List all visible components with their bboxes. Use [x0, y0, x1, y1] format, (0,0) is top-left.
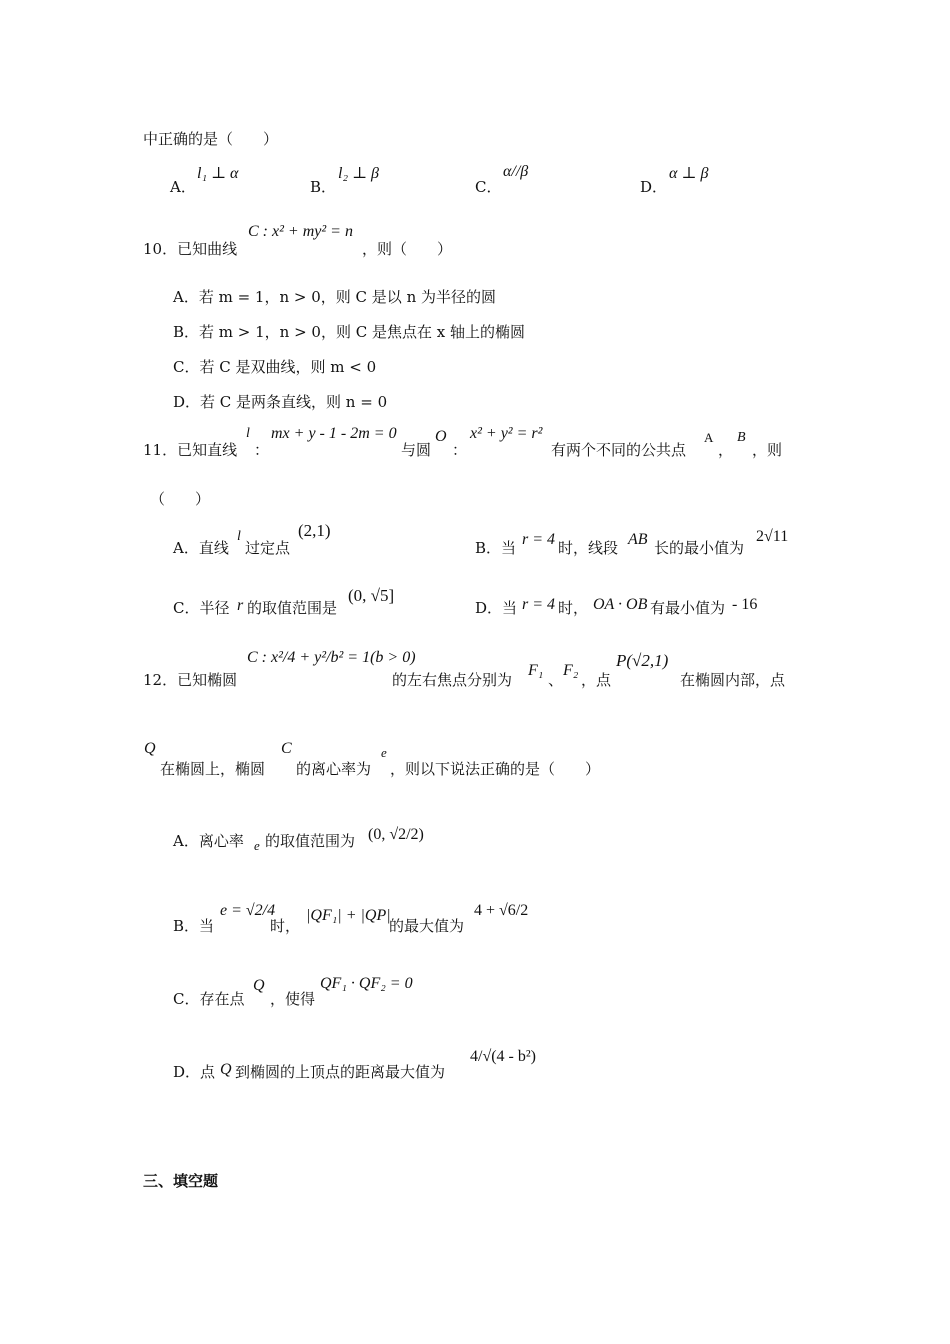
q12-f1: F₁: [528, 662, 544, 679]
q12-option-d-letter: D．点: [173, 1063, 216, 1081]
q12-f2: F₂: [563, 662, 579, 679]
q11-option-b-seg: AB: [628, 531, 648, 548]
q12-c: C: [281, 740, 292, 757]
q12-option-d-value: 4/√(4 - b²): [470, 1048, 537, 1065]
q12-text3: 在椭圆内部，点: [680, 671, 786, 689]
q9-option-c-letter: C．: [475, 178, 502, 196]
q10-curve-equation: C : x² + my² = n: [248, 223, 353, 240]
q11-circle-name: O: [435, 428, 447, 445]
q11-option-a-letter: A．直线: [173, 539, 229, 557]
q12-option-b-value: 4 + √6/2: [474, 902, 529, 919]
q11-option-b-text1: 时，线段: [558, 539, 619, 557]
q12-option-b-expr: |QF₁| + |QP|: [306, 907, 391, 924]
q9-option-d-letter: D．: [640, 178, 668, 196]
q11-option-c-range: (0, √5]: [348, 586, 395, 605]
q11-option-b-text2: 长的最小值为: [654, 539, 745, 557]
q11-circle-equation: x² + y² = r²: [470, 425, 543, 442]
q11-point-a: A: [704, 430, 714, 445]
q9-option-b-letter: B．: [310, 178, 337, 196]
q11-option-d-expr: OA · OB: [593, 596, 648, 613]
q11-colon: ：: [254, 441, 270, 459]
q12-option-c-text: ，使得: [270, 990, 316, 1008]
q11-points-text: 有两个不同的公共点: [551, 441, 687, 459]
q12-option-b-text1: 时，: [270, 917, 301, 935]
q11-then: ，则: [752, 441, 783, 459]
q11-option-c-text: 的取值范围是: [247, 599, 338, 617]
q12-option-d-q: Q: [220, 1061, 232, 1078]
q12-option-c-q: Q: [253, 977, 265, 994]
q12-text1: 的左右焦点分别为: [392, 671, 513, 689]
q11-option-b-value: 2√11: [756, 528, 789, 545]
q11-option-a-l: l: [237, 529, 241, 544]
q11-line-equation: mx + y - 1 - 2m = 0: [271, 425, 397, 442]
q12-text5: 的离心率为: [296, 760, 372, 778]
q11-option-d-cond: r = 4: [522, 596, 556, 613]
q11-comma: ，: [718, 441, 734, 459]
q11-number: 11．已知直线: [143, 441, 238, 459]
q11-option-d-letter: D．当: [475, 599, 518, 617]
q9-stem-tail: 中正确的是（ ）: [143, 130, 279, 148]
q12-option-a-e: e: [254, 838, 260, 853]
q10-stem-tail: ，则（ ）: [362, 240, 453, 258]
q9-option-c-expr: α//β: [503, 163, 529, 180]
q11-option-c-letter: C．半径: [173, 599, 230, 617]
q11-option-b-cond: r = 4: [522, 531, 556, 548]
q12-option-c-expr: QF₁ · QF₂ = 0: [320, 975, 413, 992]
q12-point-p: P(√2,1): [616, 651, 669, 670]
q11-option-a-point: (2,1): [298, 521, 331, 540]
q11-option-d-text1: 时，: [558, 599, 589, 617]
q11-option-b-letter: B．当: [475, 539, 517, 557]
q12-option-d-text: 到椭圆的上顶点的距离最大值为: [235, 1063, 446, 1081]
q12-option-a-range: (0, √2/2): [368, 826, 424, 843]
q11-point-b: B: [737, 430, 746, 445]
q11-option-a-text: 过定点: [245, 539, 291, 557]
q10-option-c: C．若 C 是双曲线，则 m < 0: [173, 358, 377, 376]
q12-option-b-letter: B．当: [173, 917, 215, 935]
q11-line-name: l: [246, 426, 250, 441]
q9-option-b-expr: l₂ ⊥ β: [338, 165, 380, 182]
q10-number: 10．已知曲线: [143, 240, 238, 258]
q12-option-a-text: 的取值范围为: [265, 832, 356, 850]
q12-option-b-cond: e = √2/4: [220, 902, 276, 919]
q9-option-a-expr: l₁ ⊥ α: [197, 165, 239, 182]
q10-option-a: A．若 m = 1，n > 0，则 C 是以 n 为半径的圆: [173, 288, 496, 306]
q12-text6: ，则以下说法正确的是（ ）: [390, 760, 601, 778]
q11-colon-2: ：: [452, 441, 468, 459]
q11-answer-paren: （ ）: [150, 490, 211, 508]
q9-option-a-letter: A．: [170, 178, 196, 196]
q11-option-c-r: r: [237, 597, 244, 614]
q11-option-d-value: - 16: [732, 596, 758, 613]
q12-q: Q: [144, 740, 156, 757]
q12-text4: 在椭圆上，椭圆: [160, 760, 266, 778]
q12-ellipse-equation: C : x²/4 + y²/b² = 1(b > 0): [247, 649, 416, 666]
q10-option-b: B．若 m > 1，n > 0，则 C 是焦点在 x 轴上的椭圆: [173, 323, 525, 341]
q10-option-d: D．若 C 是两条直线，则 n = 0: [173, 393, 388, 411]
q11-with-circle: 与圆: [401, 441, 432, 459]
q9-option-d-expr: α ⊥ β: [669, 165, 709, 182]
q12-text2: ，点: [581, 671, 612, 689]
q12-option-a-letter: A．离心率: [173, 832, 244, 850]
q12-option-b-text2: 的最大值为: [389, 917, 465, 935]
q12-e: e: [381, 745, 387, 760]
section-heading-fill-in-blank: 三、填空题: [143, 1172, 219, 1190]
q11-option-d-text2: 有最小值为: [650, 599, 726, 617]
q12-option-c-letter: C．存在点: [173, 990, 245, 1008]
q12-separator: 、: [548, 671, 564, 689]
q12-number: 12．已知椭圆: [143, 671, 238, 689]
